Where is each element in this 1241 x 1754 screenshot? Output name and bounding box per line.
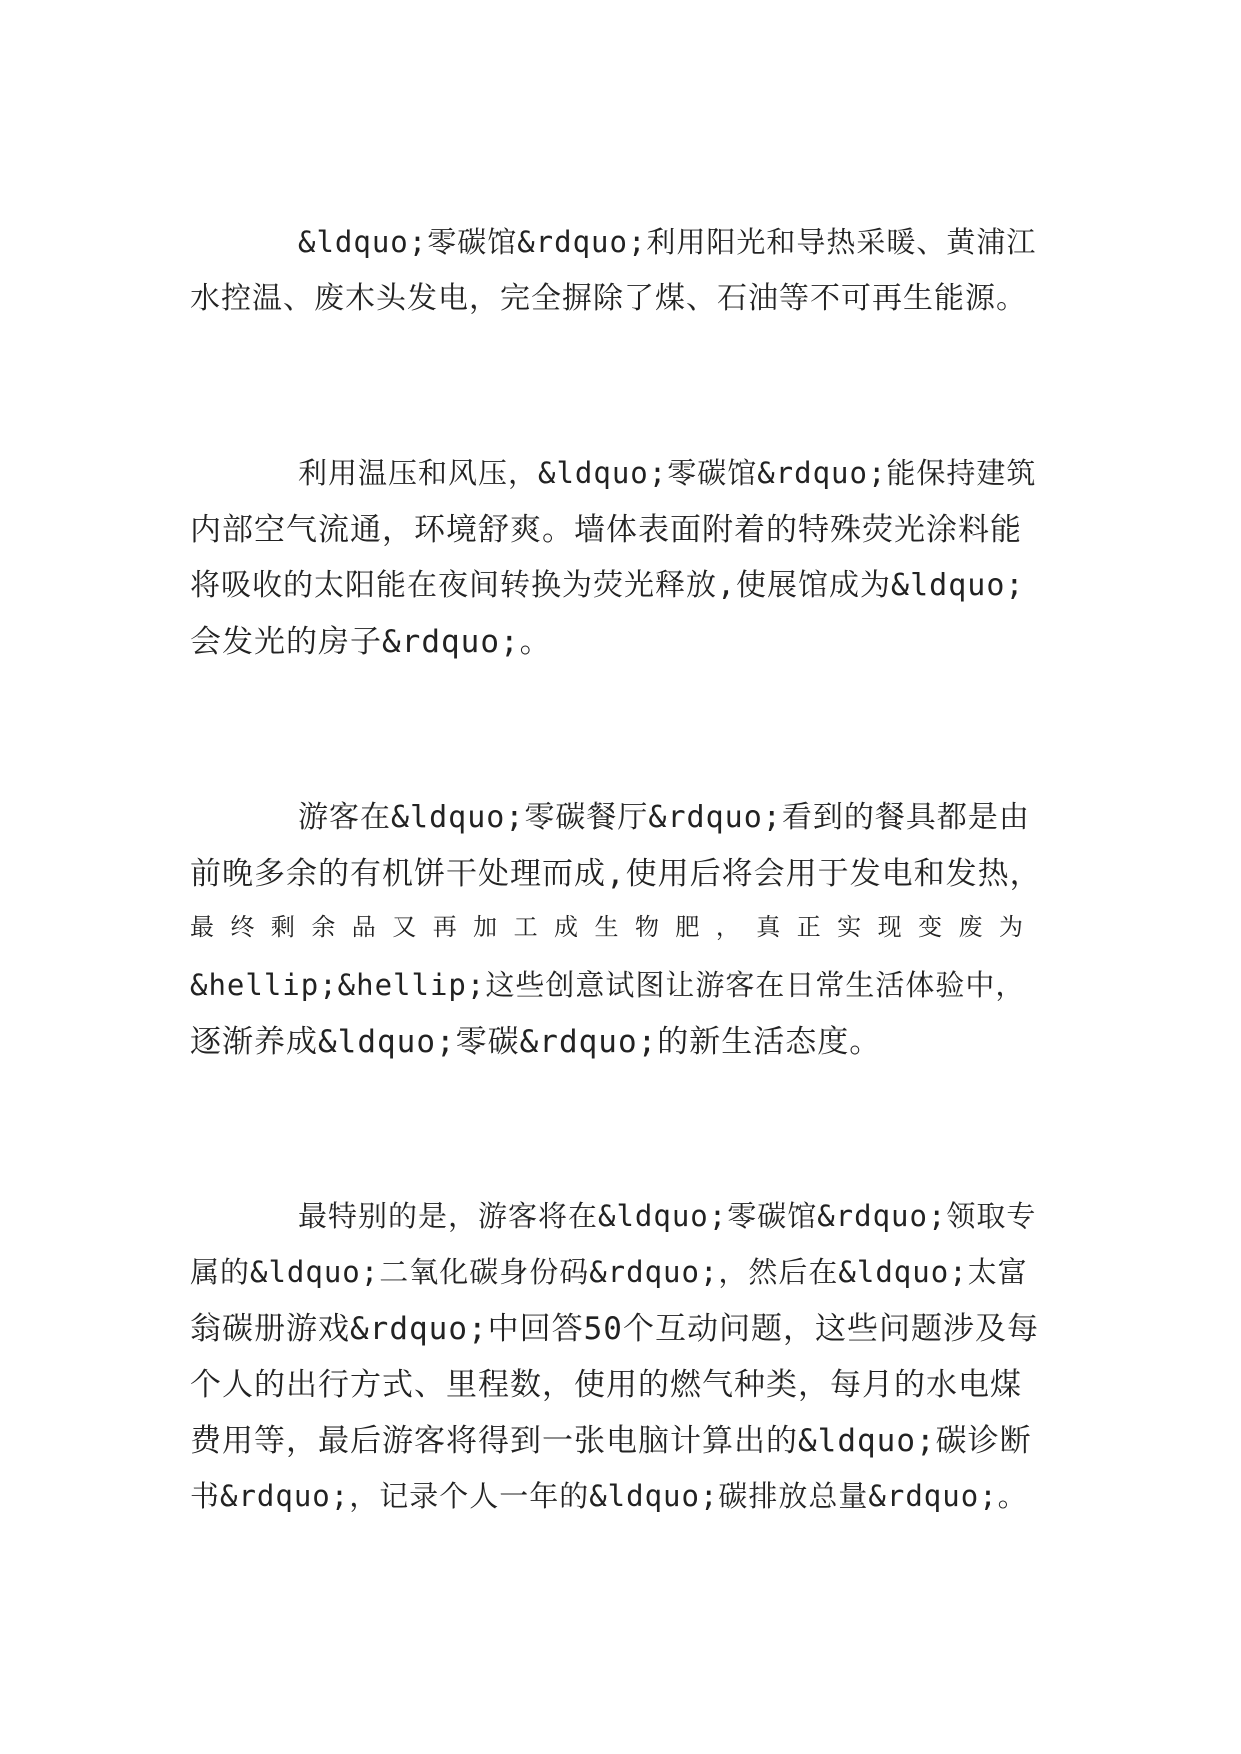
text-line: 属的&ldquo;二氧化碳身份码&rdquo;，然后在&ldquo;太富 <box>190 1255 1028 1289</box>
text-line: 游客在&ldquo;零碳餐厅&rdquo;看到的餐具都是由 <box>298 800 1030 835</box>
text-line: 费用等，最后游客将得到一张电脑计算出的&ldquo;碳诊断 <box>190 1423 1032 1459</box>
text-line: &ldquo;零碳馆&rdquo;利用阳光和导热采暖、黄浦江 <box>298 225 1037 259</box>
text-line: 最 终 剩 余 品 又 再 加 工 成 生 物 肥 ， 真 正 实 现 变 废 为 <box>190 913 1024 941</box>
text-line: 前晚多余的有机饼干处理而成,使用后将会用于发电和发热， <box>190 856 1042 892</box>
text-line: 书&rdquo;，记录个人一年的&ldquo;碳排放总量&rdquo;。 <box>190 1479 1028 1513</box>
text-line: 逐渐养成&ldquo;零碳&rdquo;的新生活态度。 <box>190 1024 882 1060</box>
text-line: 翁碳册游戏&rdquo;中回答50个互动问题，这些问题涉及每 <box>190 1311 1039 1347</box>
text-line: 内部空气流通，环境舒爽。墙体表面附着的特殊荧光涂料能 <box>190 512 1022 548</box>
text-line: &hellip;&hellip;这些创意试图让游客在日常生活体验中， <box>190 968 1026 1002</box>
text-line: 利用温压和风压，&ldquo;零碳馆&rdquo;能保持建筑 <box>298 456 1037 490</box>
text-line: 将吸收的太阳能在夜间转换为荧光释放,使展馆成为&ldquo; <box>190 568 1025 603</box>
text-line: 水控温、废木头发电，完全摒除了煤、石油等不可再生能源。 <box>190 281 1027 316</box>
text-line: 会发光的房子&rdquo;。 <box>190 624 552 660</box>
text-line: 个人的出行方式、里程数，使用的燃气种类，每月的水电煤 <box>190 1367 1022 1403</box>
text-line: 最特别的是，游客将在&ldquo;零碳馆&rdquo;领取专 <box>298 1199 1037 1233</box>
